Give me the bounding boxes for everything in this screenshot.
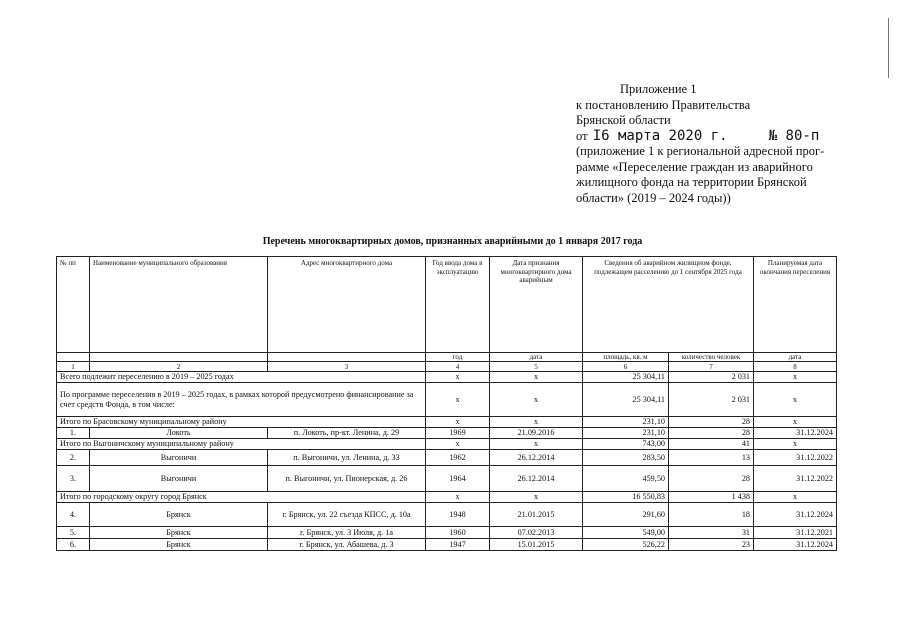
col-number: 5 bbox=[490, 362, 583, 372]
subtotal-bryansk-label: Итого по городскому округу город Брянск bbox=[57, 492, 426, 503]
subtotal-vygonichsky-area: 743,00 bbox=[583, 439, 669, 450]
col-number: 7 bbox=[669, 362, 754, 372]
row-area: 526,22 bbox=[583, 539, 669, 551]
row-num: 4. bbox=[57, 503, 90, 527]
appendix-block bbox=[576, 82, 876, 206]
total-all-year: x bbox=[426, 372, 490, 383]
subtotal-brasovsky-label: Итого по Брасовскому муниципальному району bbox=[57, 417, 426, 428]
row-area: 291,60 bbox=[583, 503, 669, 527]
header-info: Сведения об аварийном жилищном фонде, подлежащем расселению до 1 сентября 2025 года bbox=[583, 257, 754, 353]
subtotal-vygonichsky-label: Итого по Выгоничскому муниципальному району bbox=[57, 439, 426, 450]
subtotal-vygonichsky-people: 41 bbox=[669, 439, 754, 450]
appendix-line-1: к постановлению Правительства bbox=[576, 97, 751, 112]
row-people: 18 bbox=[669, 503, 754, 527]
header-year: Год ввода дома в эксплуатацию bbox=[426, 257, 490, 353]
row-num: 6. bbox=[57, 539, 90, 551]
subheader-date: дата bbox=[490, 353, 583, 362]
row-municipality: Брянск bbox=[90, 527, 268, 539]
subtotal-brasovsky-area: 231,10 bbox=[583, 417, 669, 428]
row-planned: 31.12.2024 bbox=[754, 428, 837, 439]
subheader-planned: дата bbox=[754, 353, 837, 362]
handwritten-date: I6 марта 2020 г. bbox=[592, 127, 728, 144]
page-edge-mark bbox=[888, 18, 889, 78]
subtotal-vygonichsky-year: x bbox=[426, 439, 490, 450]
row-date: 26.12.2014 bbox=[490, 450, 583, 466]
subtotal-bryansk-area: 16 550,83 bbox=[583, 492, 669, 503]
row-address: п. Выгоничи, ул. Ленина, д. 33 bbox=[268, 450, 426, 466]
subtotal-bryansk-year: x bbox=[426, 492, 490, 503]
appendix-date-line bbox=[576, 129, 876, 145]
table-row bbox=[57, 428, 837, 439]
row-planned: 31.12.2022 bbox=[754, 466, 837, 492]
row-municipality: Локоть bbox=[90, 428, 268, 439]
subheader-empty bbox=[90, 353, 268, 362]
row-municipality: Брянск bbox=[90, 539, 268, 551]
total-program-area: 25 304,11 bbox=[583, 383, 669, 417]
row-address: п. Локоть, пр-кт. Ленина, д. 29 bbox=[268, 428, 426, 439]
subtotal-vygonichsky-planned: x bbox=[754, 439, 837, 450]
subtotal-vygonichsky-row bbox=[57, 439, 837, 450]
subtotal-vygonichsky-date: x bbox=[490, 439, 583, 450]
row-people: 28 bbox=[669, 466, 754, 492]
subtotal-bryansk-planned: x bbox=[754, 492, 837, 503]
row-people: 31 bbox=[669, 527, 754, 539]
row-num: 5. bbox=[57, 527, 90, 539]
subtotal-bryansk-date: x bbox=[490, 492, 583, 503]
subtotal-brasovsky-planned: x bbox=[754, 417, 837, 428]
subheader-row bbox=[57, 353, 837, 362]
subheader-people: количество человек bbox=[669, 353, 754, 362]
row-date: 15.01.2015 bbox=[490, 539, 583, 551]
subtotal-bryansk-people: 1 438 bbox=[669, 492, 754, 503]
row-municipality: Выгоничи bbox=[90, 450, 268, 466]
row-address: г. Брянск, ул. 3 Июля, д. 1а bbox=[268, 527, 426, 539]
row-date: 21.09.2016 bbox=[490, 428, 583, 439]
table-row bbox=[57, 527, 837, 539]
row-date: 21.01.2015 bbox=[490, 503, 583, 527]
header-municipality: Наименование муниципального образования bbox=[90, 257, 268, 353]
document-title: Перечень многоквартирных домов, признанных аварийными до 1 января 2017 года bbox=[262, 236, 643, 247]
appendix-line-7: области» (2019 – 2024 годы)) bbox=[576, 190, 731, 205]
col-number: 6 bbox=[583, 362, 669, 372]
column-number-row bbox=[57, 362, 837, 372]
total-program-people: 2 031 bbox=[669, 383, 754, 417]
subtotal-brasovsky-year: x bbox=[426, 417, 490, 428]
row-year: 1948 bbox=[426, 503, 490, 527]
row-people: 23 bbox=[669, 539, 754, 551]
row-date: 26.12.2014 bbox=[490, 466, 583, 492]
header-num: № пп bbox=[57, 257, 90, 353]
total-program-year: x bbox=[426, 383, 490, 417]
total-all-area: 25 304,11 bbox=[583, 372, 669, 383]
row-area: 459,50 bbox=[583, 466, 669, 492]
col-number: 2 bbox=[90, 362, 268, 372]
total-program-label: По программе переселения в 2019 – 2025 годах, в рамках которой предусмотрено финансирование за счет средств Фонда, в том числе: bbox=[57, 383, 426, 417]
handwritten-number: № 80-п bbox=[768, 127, 820, 144]
row-num: 2. bbox=[57, 450, 90, 466]
col-number: 4 bbox=[426, 362, 490, 372]
housing-register-table bbox=[56, 256, 837, 551]
row-year: 1969 bbox=[426, 428, 490, 439]
row-year: 1947 bbox=[426, 539, 490, 551]
row-planned: 31.12.2021 bbox=[754, 527, 837, 539]
row-municipality: Брянск bbox=[90, 503, 268, 527]
row-address: п. Выгоничи, ул. Пионерская, д. 26 bbox=[268, 466, 426, 492]
row-people: 28 bbox=[669, 428, 754, 439]
row-people: 13 bbox=[669, 450, 754, 466]
row-address: г. Брянск, ул. 22 съезда КПСС, д. 10а bbox=[268, 503, 426, 527]
total-program-row bbox=[57, 383, 837, 417]
table-row bbox=[57, 539, 837, 551]
header-row bbox=[57, 257, 837, 353]
table-row bbox=[57, 503, 837, 527]
subtotal-bryansk-row bbox=[57, 492, 837, 503]
row-planned: 31.12.2024 bbox=[754, 503, 837, 527]
header-planned: Планируемая дата окончания переселения bbox=[754, 257, 837, 353]
total-all-label: Всего подлежит переселению в 2019 – 2025 годах bbox=[57, 372, 426, 383]
row-year: 1962 bbox=[426, 450, 490, 466]
subtotal-brasovsky-people: 28 bbox=[669, 417, 754, 428]
row-address: г. Брянск, ул. Абашева, д. 3 bbox=[268, 539, 426, 551]
row-municipality: Выгоничи bbox=[90, 466, 268, 492]
row-year: 1960 bbox=[426, 527, 490, 539]
appendix-title: Приложение 1 bbox=[620, 82, 697, 96]
total-all-people: 2 031 bbox=[669, 372, 754, 383]
row-planned: 31.12.2022 bbox=[754, 450, 837, 466]
header-date: Дата признания многоквартирного дома аварийным bbox=[490, 257, 583, 353]
subtotal-brasovsky-row bbox=[57, 417, 837, 428]
subheader-year: год bbox=[426, 353, 490, 362]
total-all-row bbox=[57, 372, 837, 383]
appendix-line-5: рамме «Переселение граждан из аварийного bbox=[576, 159, 813, 174]
row-num: 1. bbox=[57, 428, 90, 439]
table-row bbox=[57, 466, 837, 492]
subheader-empty bbox=[268, 353, 426, 362]
subheader-area: площадь, кв. м bbox=[583, 353, 669, 362]
total-all-planned: x bbox=[754, 372, 837, 383]
col-number: 1 bbox=[57, 362, 90, 372]
row-date: 07.02.2013 bbox=[490, 527, 583, 539]
row-area: 231,10 bbox=[583, 428, 669, 439]
col-number: 3 bbox=[268, 362, 426, 372]
table-row bbox=[57, 450, 837, 466]
appendix-line-4: (приложение 1 к региональной адресной прог- bbox=[576, 144, 825, 158]
total-program-planned: x bbox=[754, 383, 837, 417]
col-number: 8 bbox=[754, 362, 837, 372]
appendix-line-6: жилищного фонда на территории Брянской bbox=[576, 175, 807, 189]
row-area: 549,00 bbox=[583, 527, 669, 539]
row-planned: 31.12.2024 bbox=[754, 539, 837, 551]
header-address: Адрес многоквартирного дома bbox=[268, 257, 426, 353]
appendix-line-2: Брянской области bbox=[576, 113, 671, 127]
subtotal-brasovsky-date: x bbox=[490, 417, 583, 428]
row-area: 283,50 bbox=[583, 450, 669, 466]
total-all-date: x bbox=[490, 372, 583, 383]
total-program-date: x bbox=[490, 383, 583, 417]
row-num: 3. bbox=[57, 466, 90, 492]
row-year: 1964 bbox=[426, 466, 490, 492]
subheader-empty bbox=[57, 353, 90, 362]
appendix-from-label: от bbox=[576, 128, 588, 143]
